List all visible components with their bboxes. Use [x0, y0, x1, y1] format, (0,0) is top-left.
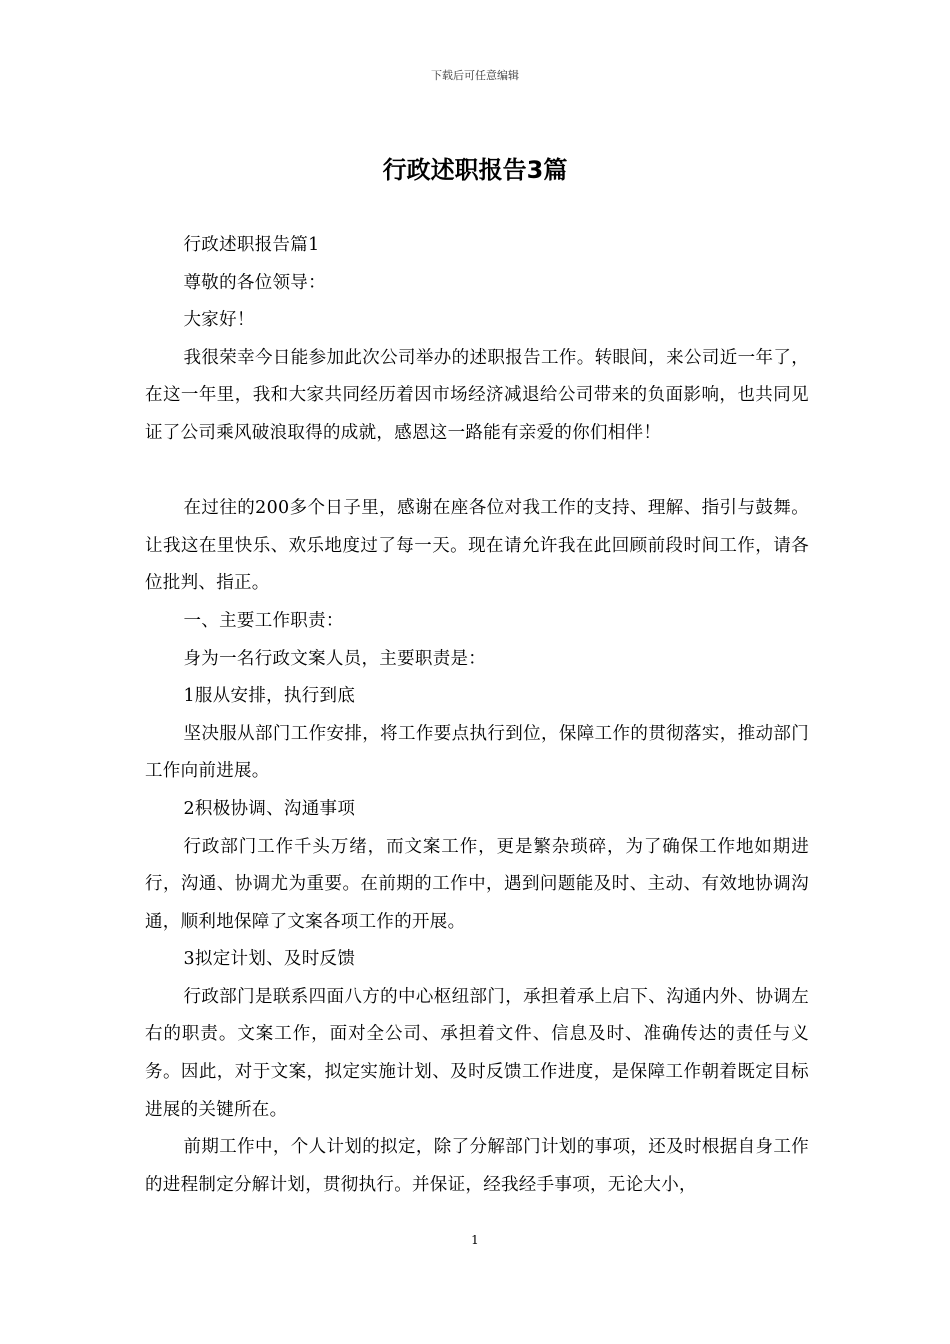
list-item-heading: 1服从安排，执行到底 — [183, 686, 356, 707]
paragraph: 行政部门工作千头万绪，而文案工作，更是繁杂琐碎，为了确保工作地如期进行，沟通、协调尤为重要。在前期的工作中，遇到问题能及时、主动、有效地协调沟通，顺利地保障了文案各项工作的开展。 — [145, 836, 809, 932]
greeting: 大家好！ — [183, 310, 255, 331]
paragraph: 我很荣幸今日能参加此次公司举办的述职报告工作。转眼间，来公司近一年了，在这一年里，我和大家共同经历着因市场经济减退给公司带来的负面影响，也共同见证了公司乘风破浪取得的成就，感恩这一路能有亲爱的你们相伴！ — [145, 347, 809, 443]
paragraph: 行政部门是联系四面八方的中心枢纽部门，承担着承上启下、沟通内外、协调左右的职责。文案工作，面对全公司、承担着文件、信息及时、准确传达的责任与义务。因此，对于文案，拟定实施计划、及时反馈工作进度，是保障工作朝着既定目标进展的关键所在。 — [145, 986, 809, 1120]
paragraph: 身为一名行政文案人员，主要职责是： — [183, 648, 487, 669]
subheading: 一、主要工作职责： — [183, 610, 344, 631]
document-title: 行政述职报告3篇 — [382, 156, 568, 184]
paragraph: 在过往的200多个日子里，感谢在座各位对我工作的支持、理解、指引与鼓舞。让我这在里快乐、欢乐地度过了每一天。现在请允许我在此回顾前段时间工作，请各位批判、指正。 — [145, 498, 809, 594]
document-body — [145, 227, 809, 1204]
paragraph: 坚决服从部门工作安排，将工作要点执行到位，保障工作的贯彻落实，推动部门工作向前进展。 — [145, 723, 809, 782]
paragraph: 前期工作中，个人计划的拟定，除了分解部门计划的事项，还及时根据自身工作的进程制定分解计划，贯彻执行。并保证，经我经手事项，无论大小， — [145, 1137, 809, 1195]
list-item-heading: 3拟定计划、及时反馈 — [183, 949, 356, 970]
page-number: 1 — [471, 1233, 479, 1247]
list-item-heading: 2积极协调、沟通事项 — [183, 798, 356, 819]
paragraph-gap — [145, 453, 809, 491]
section-heading: 行政述职报告篇1 — [183, 235, 320, 255]
header-note: 下载后可任意编辑 — [431, 69, 519, 82]
salutation: 尊敬的各位领导： — [183, 272, 326, 293]
